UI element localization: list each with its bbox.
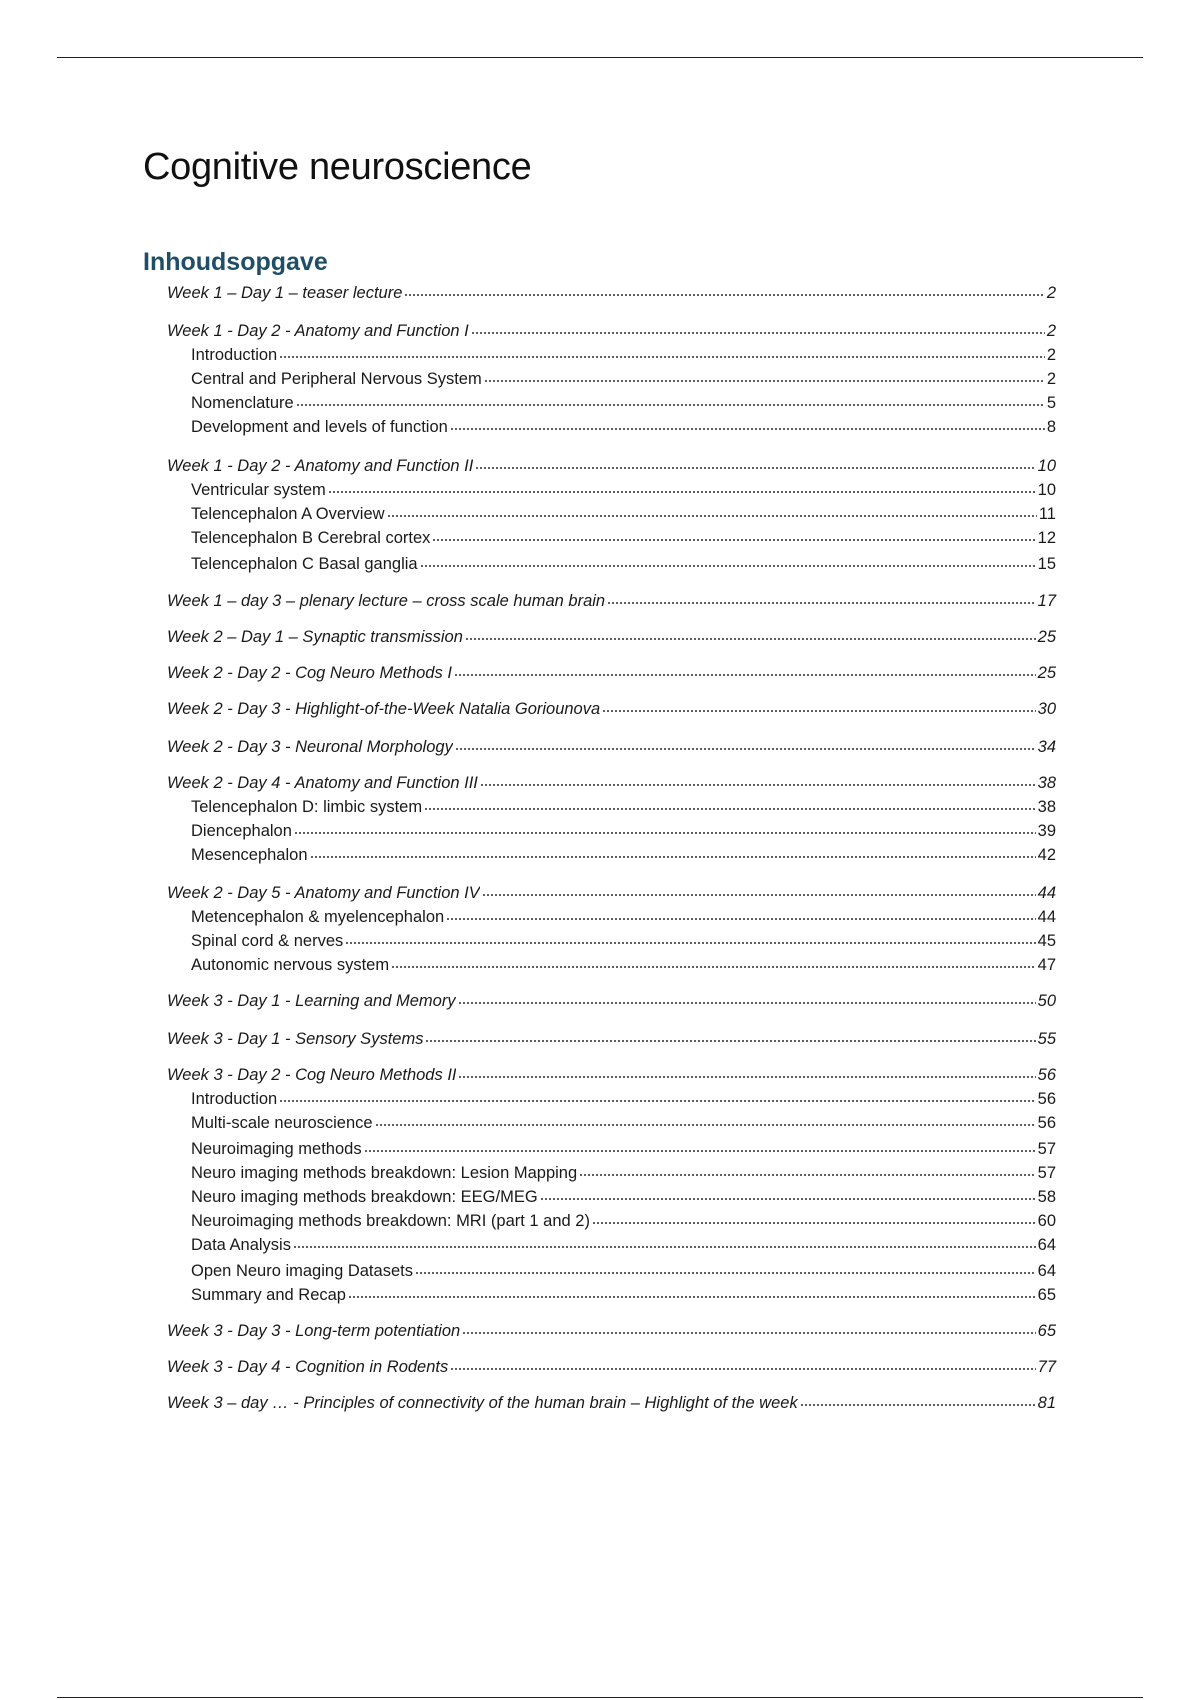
footer-rule — [57, 1697, 1143, 1698]
dot-leader — [391, 965, 1036, 969]
toc-subentry[interactable] — [191, 344, 1056, 366]
toc-entry-page-number: 56 — [1037, 1090, 1056, 1108]
toc-entry-title: Week 2 – Day 1 – Synaptic transmission — [167, 628, 463, 646]
toc-entry-page-number: 17 — [1037, 592, 1056, 610]
dot-leader — [294, 831, 1036, 835]
dot-leader — [328, 490, 1036, 494]
toc-entry[interactable] — [167, 1356, 1056, 1378]
toc-subentry[interactable] — [191, 503, 1056, 525]
toc-subentry[interactable] — [191, 1210, 1056, 1232]
dot-leader — [602, 709, 1035, 713]
toc-entry-page-number: 64 — [1037, 1236, 1056, 1254]
toc-entry-page-number: 57 — [1037, 1140, 1056, 1158]
toc-subentry[interactable] — [191, 1112, 1056, 1134]
dot-leader — [293, 1245, 1036, 1249]
dot-leader — [364, 1149, 1036, 1153]
toc-entry-title: Summary and Recap — [191, 1286, 346, 1304]
toc-entry-title: Multi-scale neuroscience — [191, 1114, 373, 1132]
toc-entry-page-number: 34 — [1037, 738, 1056, 756]
toc-entry[interactable] — [167, 455, 1056, 477]
toc-entry-title: Nomenclature — [191, 394, 294, 412]
toc-subentry[interactable] — [191, 1234, 1056, 1256]
dot-leader — [480, 783, 1036, 787]
toc-entry[interactable] — [167, 662, 1056, 684]
dot-leader — [279, 355, 1045, 359]
toc-entry-page-number: 15 — [1037, 555, 1056, 573]
dot-leader — [420, 564, 1036, 568]
toc-entry[interactable] — [167, 990, 1056, 1012]
toc-entry-title: Week 2 - Day 5 - Anatomy and Function IV — [167, 884, 480, 902]
toc-entry-title: Week 2 - Day 3 - Highlight-of-the-Week Natalia Goriounova — [167, 700, 601, 718]
toc-entry[interactable] — [167, 736, 1056, 758]
toc-entry-page-number: 77 — [1037, 1358, 1056, 1376]
dot-leader — [482, 893, 1036, 897]
toc-subentry[interactable] — [191, 906, 1056, 928]
toc-entry-page-number: 38 — [1037, 798, 1056, 816]
dot-leader — [450, 1367, 1035, 1371]
toc-heading: Inhoudsopgave — [143, 248, 328, 276]
toc-entry-title: Week 1 - Day 2 - Anatomy and Function I — [167, 322, 469, 340]
toc-entry-page-number: 2 — [1046, 284, 1056, 302]
toc-entry-title: Week 2 - Day 2 - Cog Neuro Methods I — [167, 664, 452, 682]
dot-leader — [450, 427, 1045, 431]
dot-leader — [404, 293, 1044, 297]
dot-leader — [484, 379, 1045, 383]
dot-leader — [592, 1221, 1036, 1225]
toc-entry-page-number: 25 — [1037, 664, 1056, 682]
toc-entry-title: Telencephalon C Basal ganglia — [191, 555, 418, 573]
toc-entry-page-number: 55 — [1037, 1030, 1056, 1048]
toc-entry-page-number: 56 — [1037, 1114, 1056, 1132]
dot-leader — [465, 637, 1036, 641]
toc-entry-title: Autonomic nervous system — [191, 956, 390, 974]
toc-subentry[interactable] — [191, 416, 1056, 438]
toc-subentry[interactable] — [191, 1186, 1056, 1208]
toc-entry-title: Introduction — [191, 1090, 278, 1108]
toc-subentry[interactable] — [191, 820, 1056, 842]
toc-entry-title: Telencephalon B Cerebral cortex — [191, 529, 431, 547]
toc-entry-title: Week 1 - Day 2 - Anatomy and Function II — [167, 457, 474, 475]
toc-entry[interactable] — [167, 626, 1056, 648]
toc-entry-title: Neuroimaging methods breakdown: MRI (part 1 and 2) — [191, 1212, 590, 1230]
toc-subentry[interactable] — [191, 796, 1056, 818]
toc-entry-title: Week 1 – Day 1 – teaser lecture — [167, 284, 403, 302]
toc-entry-page-number: 12 — [1037, 529, 1056, 547]
toc-entry-page-number: 10 — [1037, 457, 1056, 475]
dot-leader — [800, 1403, 1036, 1407]
toc-entry-page-number: 64 — [1037, 1262, 1056, 1280]
dot-leader — [475, 466, 1035, 470]
toc-entry-page-number: 30 — [1037, 700, 1056, 718]
dot-leader — [607, 601, 1036, 605]
dot-leader — [415, 1271, 1036, 1275]
dot-leader — [462, 1331, 1035, 1335]
toc-entry-page-number: 2 — [1046, 346, 1056, 364]
toc-entry-page-number: 65 — [1037, 1286, 1056, 1304]
toc-subentry[interactable] — [191, 527, 1056, 549]
toc-entry[interactable] — [167, 1320, 1056, 1342]
dot-leader — [424, 807, 1036, 811]
toc-entry[interactable] — [167, 590, 1056, 612]
toc-entry-title: Metencephalon & myelencephalon — [191, 908, 445, 926]
toc-entry-page-number: 44 — [1037, 884, 1056, 902]
toc-entry-page-number: 11 — [1038, 505, 1056, 523]
toc-subentry[interactable] — [191, 1260, 1056, 1282]
toc-entry-title: Ventricular system — [191, 481, 326, 499]
dot-leader — [345, 941, 1035, 945]
toc-entry[interactable] — [167, 1028, 1056, 1050]
toc-entry-page-number: 81 — [1037, 1394, 1056, 1412]
toc-subentry[interactable] — [191, 930, 1056, 952]
dot-leader — [455, 747, 1036, 751]
toc-entry-title: Introduction — [191, 346, 278, 364]
header-rule — [57, 57, 1143, 58]
toc-entry-title: Open Neuro imaging Datasets — [191, 1262, 413, 1280]
dot-leader — [432, 538, 1035, 542]
toc-entry-title: Week 3 - Day 2 - Cog Neuro Methods II — [167, 1066, 457, 1084]
dot-leader — [310, 855, 1036, 859]
toc-entry-page-number: 57 — [1037, 1164, 1056, 1182]
dot-leader — [458, 1075, 1035, 1079]
toc-entry-page-number: 2 — [1046, 370, 1056, 388]
toc-entry-title: Data Analysis — [191, 1236, 291, 1254]
toc-entry-title: Week 3 - Day 3 - Long-term potentiation — [167, 1322, 461, 1340]
toc-entry-title: Week 2 - Day 4 - Anatomy and Function III — [167, 774, 478, 792]
dot-leader — [579, 1173, 1035, 1177]
toc-subentry[interactable] — [191, 1088, 1056, 1110]
toc-entry[interactable] — [167, 1392, 1056, 1414]
toc-subentry[interactable] — [191, 479, 1056, 501]
toc-entry-page-number: 60 — [1037, 1212, 1056, 1230]
toc-entry-page-number: 25 — [1037, 628, 1056, 646]
toc-entry-page-number: 56 — [1037, 1066, 1056, 1084]
toc-entry-title: Neuro imaging methods breakdown: EEG/MEG — [191, 1188, 538, 1206]
dot-leader — [375, 1123, 1036, 1127]
toc-entry-page-number: 47 — [1037, 956, 1056, 974]
document-title: Cognitive neuroscience — [143, 146, 532, 188]
toc-entry-page-number: 10 — [1037, 481, 1056, 499]
dot-leader — [471, 331, 1045, 335]
toc-entry-page-number: 42 — [1037, 846, 1056, 864]
toc-entry-page-number: 65 — [1037, 1322, 1056, 1340]
toc-entry-title: Neuroimaging methods — [191, 1140, 362, 1158]
toc-entry[interactable] — [167, 282, 1056, 304]
toc-entry-page-number: 44 — [1037, 908, 1056, 926]
toc-entry-title: Telencephalon D: limbic system — [191, 798, 423, 816]
toc-entry-page-number: 8 — [1046, 418, 1056, 436]
toc-entry-title: Development and levels of function — [191, 418, 448, 436]
toc-subentry[interactable] — [191, 1162, 1056, 1184]
toc-entry-title: Central and Peripheral Nervous System — [191, 370, 482, 388]
toc-subentry[interactable] — [191, 392, 1056, 414]
dot-leader — [348, 1295, 1036, 1299]
toc-entry-title: Spinal cord & nerves — [191, 932, 344, 950]
toc-entry-page-number: 5 — [1046, 394, 1056, 412]
toc-entry-page-number: 39 — [1037, 822, 1056, 840]
toc-subentry[interactable] — [191, 368, 1056, 390]
toc-entry-page-number: 45 — [1037, 932, 1056, 950]
dot-leader — [540, 1197, 1036, 1201]
toc-entry-page-number: 50 — [1037, 992, 1056, 1010]
toc-entry-title: Week 3 - Day 1 - Learning and Memory — [167, 992, 456, 1010]
toc-subentry[interactable] — [191, 1284, 1056, 1306]
toc-entry-title: Week 3 - Day 4 - Cognition in Rodents — [167, 1358, 449, 1376]
toc-subentry[interactable] — [191, 954, 1056, 976]
toc-entry[interactable] — [167, 698, 1056, 720]
dot-leader — [296, 403, 1045, 407]
dot-leader — [446, 917, 1035, 921]
toc-entry-title: Neuro imaging methods breakdown: Lesion Mapping — [191, 1164, 578, 1182]
toc-entry-page-number: 38 — [1037, 774, 1056, 792]
toc-entry-title: Week 3 - Day 1 - Sensory Systems — [167, 1030, 424, 1048]
toc-entry-title: Week 2 - Day 3 - Neuronal Morphology — [167, 738, 453, 756]
toc-subentry[interactable] — [191, 553, 1056, 575]
toc-entry-title: Week 3 – day … - Principles of connectivity of the human brain – Highlight of the week — [167, 1394, 798, 1412]
toc-entry-title: Mesencephalon — [191, 846, 308, 864]
dot-leader — [387, 514, 1037, 518]
dot-leader — [279, 1099, 1035, 1103]
toc-entry-title: Telencephalon A Overview — [191, 505, 385, 523]
toc-entry[interactable] — [167, 320, 1056, 342]
dot-leader — [458, 1001, 1036, 1005]
toc-entry[interactable] — [167, 772, 1056, 794]
dot-leader — [454, 673, 1036, 677]
toc-entry-page-number: 2 — [1046, 322, 1056, 340]
toc-subentry[interactable] — [191, 844, 1056, 866]
toc-entry-page-number: 58 — [1037, 1188, 1056, 1206]
toc-entry-title: Week 1 – day 3 – plenary lecture – cross scale human brain — [167, 592, 606, 610]
toc-entry-title: Diencephalon — [191, 822, 292, 840]
toc-subentry[interactable] — [191, 1138, 1056, 1160]
toc-entry[interactable] — [167, 882, 1056, 904]
dot-leader — [425, 1039, 1035, 1043]
toc-entry[interactable] — [167, 1064, 1056, 1086]
